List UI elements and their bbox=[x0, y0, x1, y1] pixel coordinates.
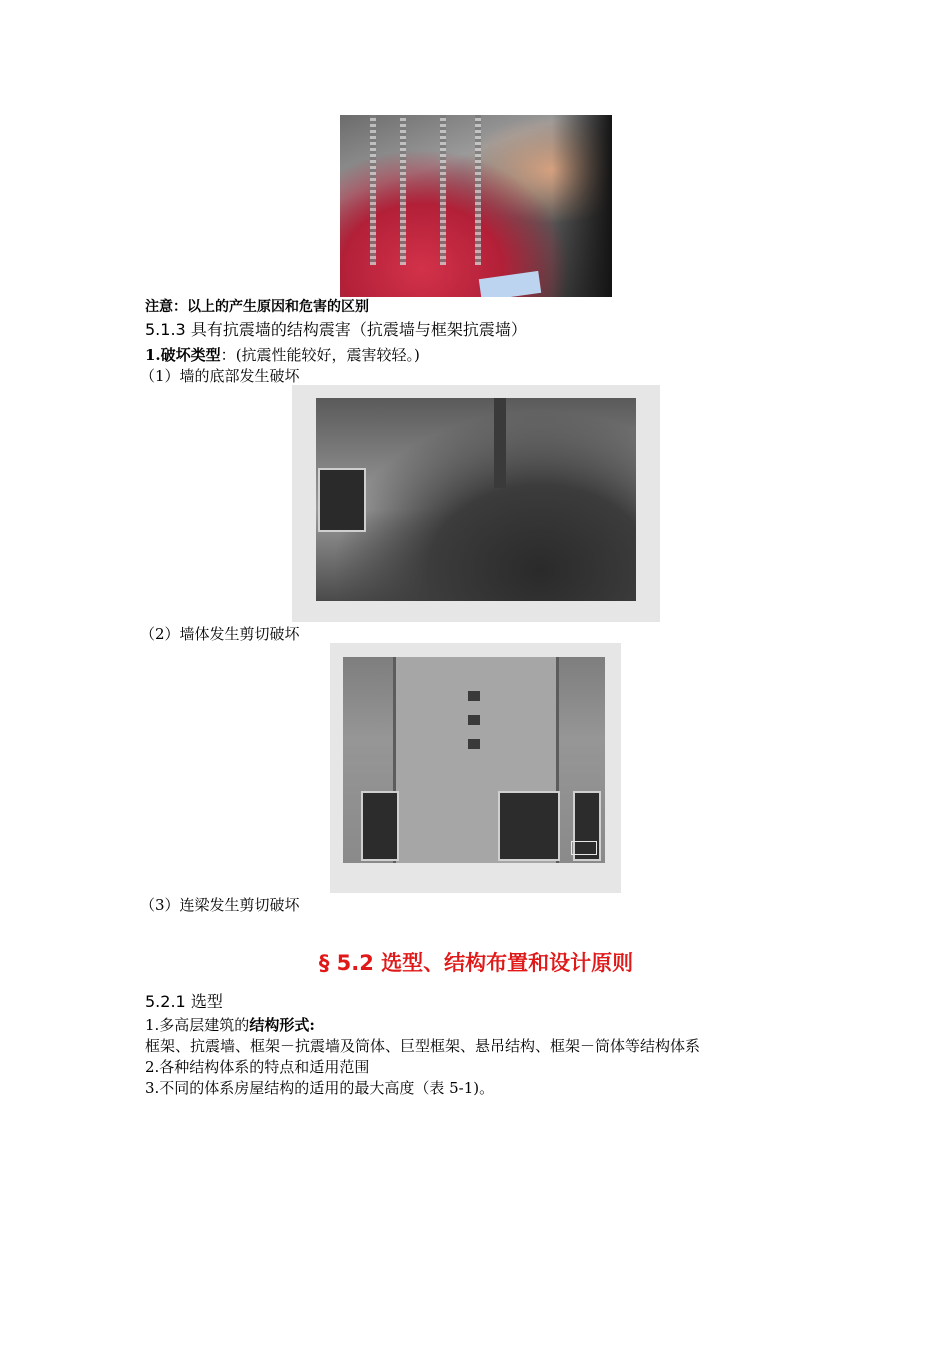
photo-shadow bbox=[552, 115, 612, 297]
rebar-shape bbox=[475, 115, 481, 265]
note-text: 注意：以上的产生原因和危害的区别 bbox=[145, 299, 369, 315]
photo-rebar-damage bbox=[340, 115, 612, 297]
section-heading-521 bbox=[145, 992, 223, 1012]
list-item-1 bbox=[145, 1015, 315, 1035]
damage-types-line bbox=[145, 345, 420, 365]
item-1: （1）墙的底部发生破坏 bbox=[140, 367, 300, 385]
photo-wall-shear-damage bbox=[343, 657, 605, 863]
list-item-1-bold: 结构形式 bbox=[249, 1016, 310, 1034]
section-number: 5.2.1 bbox=[145, 992, 186, 1011]
window-shape bbox=[468, 691, 480, 701]
damage-types-label: 1.破坏类型 bbox=[145, 346, 221, 364]
item-2: （2）墙体发生剪切破坏 bbox=[140, 625, 300, 643]
photo-object bbox=[479, 271, 541, 297]
window-shape bbox=[318, 468, 366, 532]
list-item-1-detail: 框架、抗震墙、框架－抗震墙及筒体、巨型框架、悬吊结构、框架－筒体等结构体系 bbox=[145, 1037, 701, 1055]
rebar-shape bbox=[440, 115, 446, 265]
photo-wall-base-damage bbox=[316, 398, 636, 601]
list-item-2: 2.各种结构体系的特点和适用范围 bbox=[145, 1058, 370, 1076]
section-number: 5.1.3 bbox=[145, 320, 186, 339]
section-heading-52 bbox=[0, 949, 952, 977]
section-title: 选型 bbox=[190, 992, 223, 1011]
photo-logo bbox=[571, 841, 597, 855]
section-number: 5.2 bbox=[336, 951, 374, 975]
section-symbol: § bbox=[318, 951, 330, 975]
damage-types-note: (抗震性能较好，震害较轻。) bbox=[235, 346, 420, 364]
section-heading-513 bbox=[145, 320, 527, 340]
list-item-3: 3.不同的体系房屋结构的适用的最大高度（表 5-1)。 bbox=[145, 1079, 495, 1097]
window-shape bbox=[468, 739, 480, 749]
list-item-1-prefix: 1.多高层建筑的 bbox=[145, 1016, 250, 1034]
item-3: （3）连梁发生剪切破坏 bbox=[140, 896, 300, 914]
door-shape bbox=[498, 791, 560, 861]
rebar-shape bbox=[400, 115, 406, 265]
section-title: 选型、结构布置和设计原则 bbox=[381, 951, 634, 975]
door-shape bbox=[361, 791, 399, 861]
pillar-shape bbox=[494, 398, 506, 488]
section-title: 具有抗震墙的结构震害（抗震墙与框架抗震墙） bbox=[190, 320, 527, 339]
list-item-1-colon: : bbox=[309, 1016, 315, 1034]
damage-types-colon: ： bbox=[220, 346, 236, 364]
window-shape bbox=[468, 715, 480, 725]
rebar-shape bbox=[370, 115, 376, 265]
